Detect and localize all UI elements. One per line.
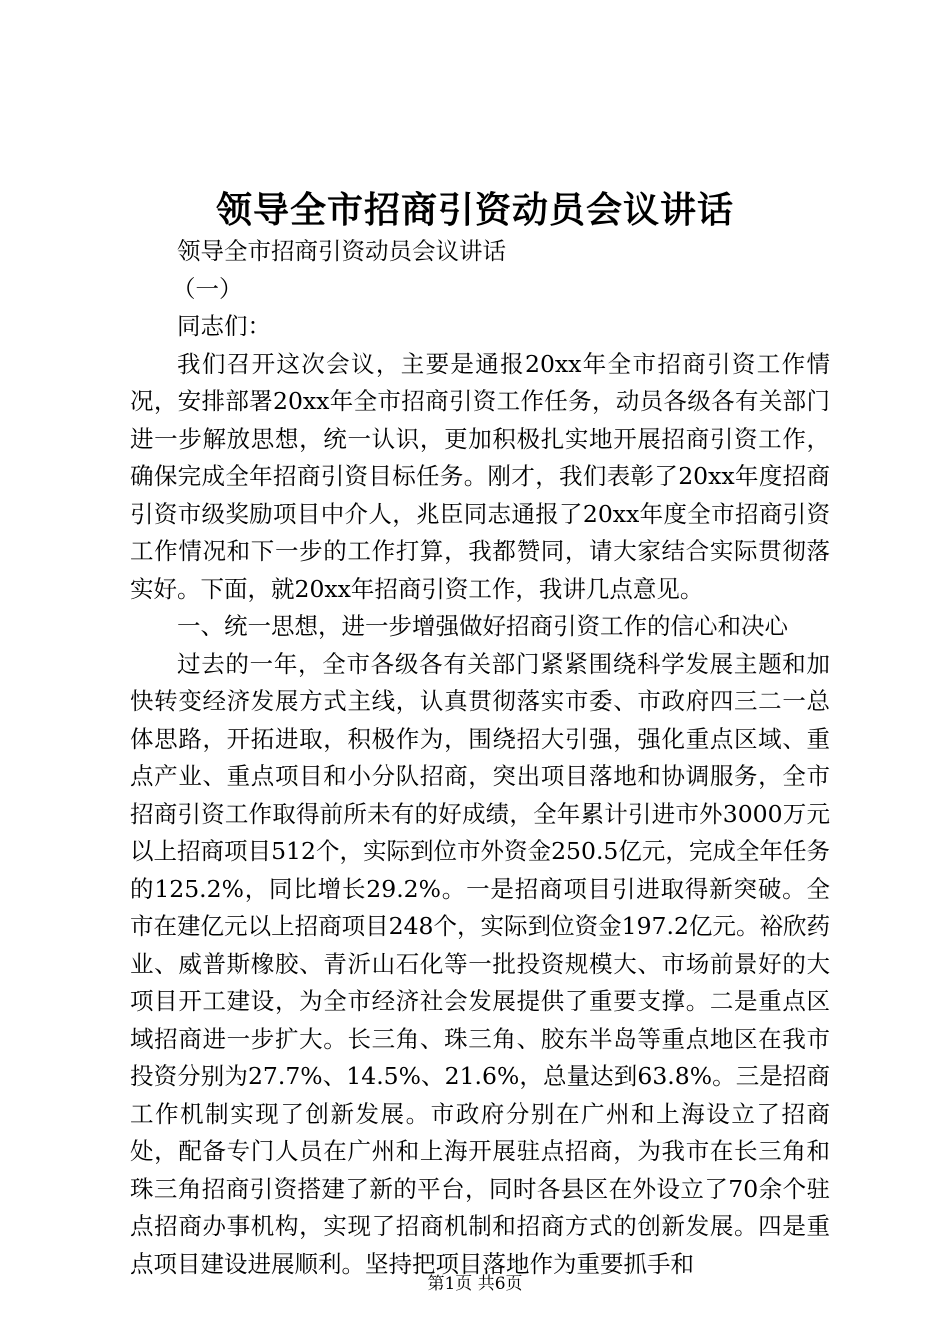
paragraph-intro: 我们召开这次会议，主要是通报20xx年全市招商引资工作情况，安排部署20xx年全市招商引资工作任务，动员各级各有关部门进一步解放思想，统一认识，更加积极扎实地开展招商引资工作，确保完成全年招商引资目标任务。刚才，我们表彰了20xx年度招商引资市级奖励项目中介人，兆臣同志通报了20xx年度全市招商引资工作情况和下一步的工作打算，我都赞同，请大家结合实际贯彻落实好。下面，就20xx年招商引资工作，我讲几点意见。 [130, 349, 830, 603]
document-subtitle: 领导全市招商引资动员会议讲话 [177, 237, 506, 265]
page-footer: 第1页 共6页 [427, 1274, 523, 1294]
section-heading-1: 一、统一思想，进一步增强做好招商引资工作的信心和决心 [177, 612, 788, 640]
document-body [130, 233, 830, 1283]
paragraph-review: 过去的一年，全市各级各有关部门紧紧围绕科学发展主题和加快转变经济发展方式主线，认真贯彻落实市委、市政府四三二一总体思路，开拓进取，积极作为，围绕招大引强，强化重点区域、重点产业、重点项目和小分队招商，突出项目落地和协调服务，全市招商引资工作取得前所未有的好成绩，全年累计引进市外3000万元以上招商项目512个，实际到位市外资金250.5亿元，完成全年任务的125.2%，同比增长29.2%。一是招商项目引进取得新突破。全市在建亿元以上招商项目248个，实际到位资金197.2亿元。裕欣药业、威普斯橡胶、青沂山石化等一批投资规模大、市场前景好的大项目开工建设，为全市经济社会发展提供了重要支撑。二是重点区域招商进一步扩大。长三角、珠三角、胶东半岛等重点地区在我市投资分别为27.7%、14.5%、21.6%，总量达到63.8%。三是招商工作机制实现了创新发展。市政府分别在广州和上海设立了招商处，配备专门人员在广州和上海开展驻点招商，为我市在长三角和珠三角招商引资搭建了新的平台，同时各县区在外设立了70余个驻点招商办事机构，实现了招商机制和招商方式的创新发展。四是重点项目建设进展顺利。坚持把项目落地作为重要抓手和 [130, 649, 830, 1278]
salutation: 同志们： [177, 312, 271, 340]
document-title: 领导全市招商引资动员会议讲话 [215, 189, 734, 231]
section-marker: （一） [172, 274, 243, 303]
